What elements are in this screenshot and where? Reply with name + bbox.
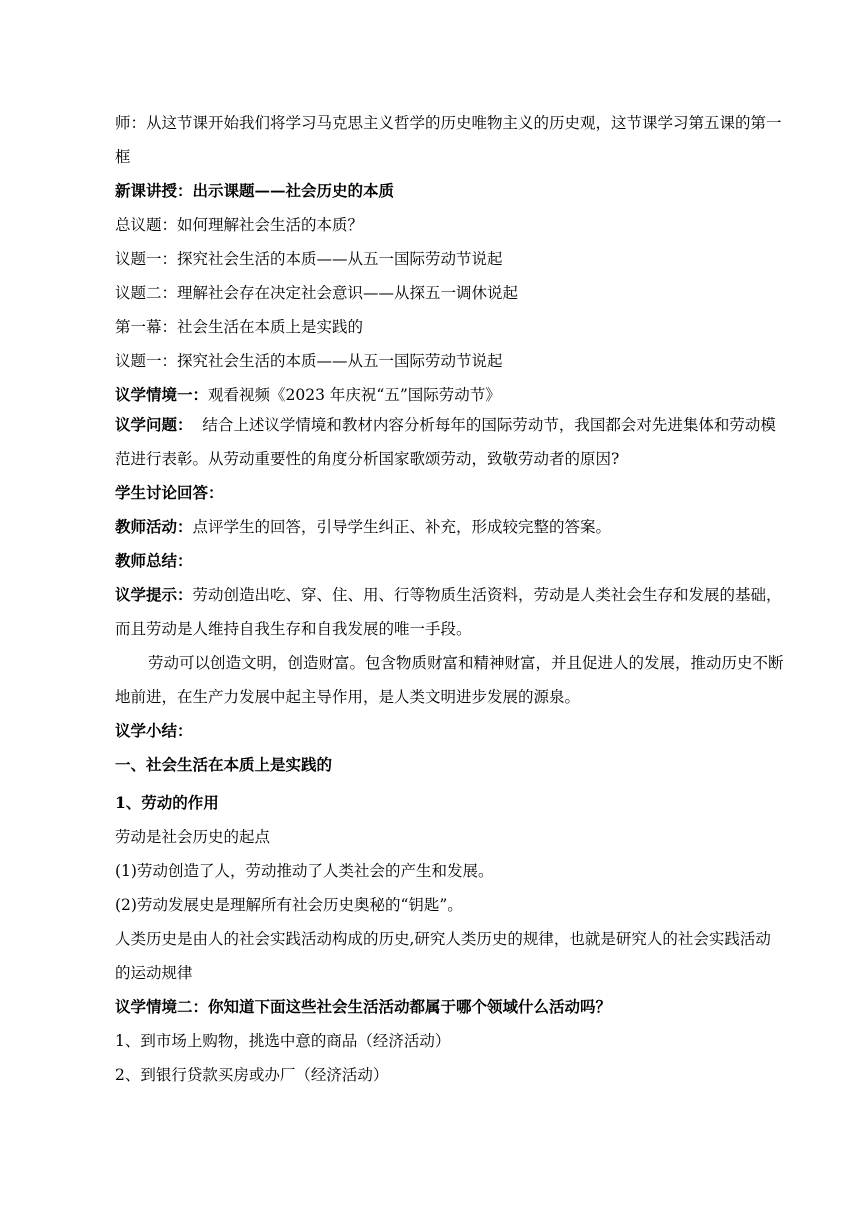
discussion-hint-text: 劳动创造出吃、穿、住、用、行等物质生活资料，劳动是人类社会生存和发展的基础，而且劳动是人维持自我生存和自我发展的唯一手段。	[115, 586, 782, 638]
human-history-text: 人类历史是由人的社会实践活动构成的历史,研究人类历史的规律，也就是研究人的社会实践活动的运动规律	[115, 930, 771, 982]
activity-item-one-text: 1、到市场上购物，挑选中意的商品（经济活动）	[115, 1032, 451, 1050]
labor-civilization-text: 劳动可以创造文明，创造财富。包含物质财富和精神财富，并且促进人的发展，推动历史不断地前进，在生产力发展中起主导作用，是人类文明进步发展的源泉。	[115, 654, 784, 706]
topic-one-repeat	[115, 344, 785, 378]
act-one-text: 第一幕：社会生活在本质上是实践的	[115, 318, 364, 336]
topic-one-repeat-text: 议题一：探究社会生活的本质——从五一国际劳动节说起	[115, 352, 503, 370]
scenario-one-text: 观看视频《2023 年庆祝“五”国际劳动节》	[208, 386, 501, 404]
activity-item-two-text: 2、到银行贷款买房或办厂（经济活动）	[115, 1066, 389, 1084]
human-history-paragraph	[115, 922, 785, 990]
subsection-labor-role-text: 1、劳动的作用	[115, 793, 219, 812]
teacher-intro-paragraph	[115, 106, 785, 174]
section-one-heading	[115, 748, 785, 782]
point-one	[115, 854, 785, 888]
topic-two-text: 议题二：理解社会存在决定社会意识——从探五一调休说起	[115, 284, 519, 302]
labor-starting-point	[115, 820, 785, 854]
new-lesson-heading	[115, 174, 785, 208]
subsection-labor-role	[115, 786, 785, 820]
teacher-activity-text: 点评学生的回答，引导学生纠正、补充，形成较完整的答案。	[192, 518, 612, 536]
student-discussion-label: 学生讨论回答：	[115, 483, 224, 502]
teacher-summary	[115, 544, 785, 578]
discussion-question-text: 结合上述议学情境和教材内容分析每年的国际劳动节，我国都会对先进集体和劳动模范进行表彰。从劳动重要性的角度分析国家歌颂劳动，致敬劳动者的原因?	[115, 416, 776, 468]
activity-item-one	[115, 1024, 785, 1058]
topic-one-text: 议题一：探究社会生活的本质——从五一国际劳动节说起	[115, 250, 503, 268]
teacher-intro-text: 师：从这节课开始我们将学习马克思主义哲学的历史唯物主义的历史观，这节课学习第五课的第一框	[115, 114, 782, 166]
section-one-heading-text: 一、社会生活在本质上是实践的	[115, 755, 333, 774]
main-topic	[115, 208, 785, 242]
discussion-question	[115, 408, 785, 476]
topic-two	[115, 276, 785, 310]
teacher-activity	[115, 510, 785, 544]
point-one-text: (1)劳动创造了人，劳动推动了人类社会的产生和发展。	[115, 862, 494, 880]
labor-civilization-paragraph	[115, 646, 785, 714]
discussion-summary-label: 议学小结：	[115, 721, 193, 740]
point-two-text: (2)劳动发展史是理解所有社会历史奥秘的“钥匙”。	[115, 896, 463, 914]
discussion-hint-label: 议学提示：	[115, 585, 193, 604]
topic-one	[115, 242, 785, 276]
scenario-two-text: 议学情境二：你知道下面这些社会生活活动都属于哪个领域什么活动吗？	[115, 997, 612, 1016]
new-lesson-heading-text: 新课讲授：出示课题——社会历史的本质	[115, 181, 395, 200]
main-topic-text: 总议题：如何理解社会生活的本质？	[115, 216, 364, 234]
discussion-summary	[115, 714, 785, 748]
document-body	[115, 106, 785, 1092]
teacher-summary-label: 教师总结：	[115, 551, 193, 570]
student-discussion	[115, 476, 785, 510]
discussion-question-label: 议学问题：	[115, 415, 193, 434]
scenario-two	[115, 990, 785, 1024]
activity-item-two	[115, 1058, 785, 1092]
scenario-one-label: 议学情境一：	[115, 385, 209, 404]
point-two	[115, 888, 785, 922]
scenario-one	[115, 382, 785, 408]
discussion-hint	[115, 578, 785, 646]
act-one	[115, 310, 785, 344]
teacher-activity-label: 教师活动：	[115, 517, 193, 536]
labor-starting-point-text: 劳动是社会历史的起点	[115, 828, 271, 846]
